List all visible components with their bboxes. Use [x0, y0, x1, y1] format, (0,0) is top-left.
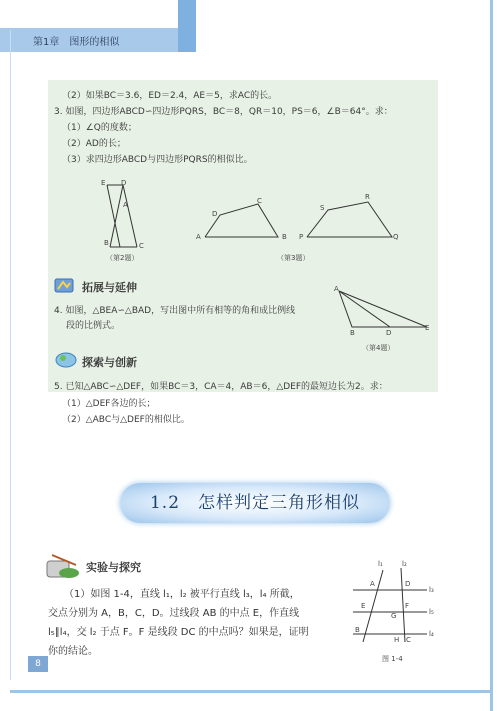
fig4-label-E: E	[425, 324, 430, 332]
fig3-label-C: C	[257, 197, 262, 205]
page-left-rule	[10, 30, 11, 680]
para-line4: 你的结论。	[48, 646, 98, 657]
fig14-label-B: B	[355, 626, 360, 634]
fig4-label-D: D	[386, 329, 392, 337]
q4-line2: 段的比例式。	[66, 321, 121, 331]
fig4-caption: （第4题）	[362, 344, 395, 352]
fig14-label-D: D	[405, 580, 411, 588]
fig14-label-F: F	[405, 602, 410, 610]
extension-icon	[54, 276, 76, 294]
fig14-caption: 图 1-4	[382, 655, 403, 663]
page-number: 8	[28, 656, 48, 672]
fig14-label-H: H	[394, 636, 400, 644]
experiment-icon	[44, 551, 82, 581]
fig14-label-G: G	[391, 612, 397, 620]
explore-title: 探索与创新	[82, 356, 137, 369]
fig2-label-E: E	[101, 179, 106, 187]
fig2-label-B: B	[104, 239, 109, 247]
para-line2: 交点分别为 A，B，C，D。过线段 AB 的中点 E，作直线	[48, 608, 300, 619]
fig14-label-l1: l₁	[378, 560, 383, 568]
explore-icon	[54, 350, 78, 368]
fig3-label-S: S	[320, 204, 325, 212]
fig3-label-B: B	[282, 233, 287, 241]
page-right-border	[490, 0, 493, 711]
fig14-label-l2: l₂	[402, 560, 407, 568]
page-bottom-border	[10, 690, 493, 693]
experiment-title: 实验与探究	[86, 561, 141, 574]
fig14-label-l5: l₅	[429, 608, 434, 616]
extension-title: 拓展与延伸	[82, 281, 137, 294]
fig14-label-l3: l₃	[429, 586, 434, 594]
q3-part3: （3）求四边形ABCD与四边形PQRS的相似比。	[62, 155, 253, 165]
chapter-header-tab	[178, 0, 196, 52]
chapter-title: 第1章 图形的相似	[33, 37, 120, 48]
fig3-label-A: A	[196, 233, 201, 241]
section-banner	[120, 483, 390, 523]
figure-1-4	[345, 560, 435, 650]
q4-line1: 4. 如图，△BEA∽△BAD，写出图中所有相等的角和成比例线	[54, 306, 296, 316]
fig4-label-B: B	[350, 329, 355, 337]
section-title: 1.2 怎样判定三角形相似	[149, 493, 361, 513]
fig14-label-A: A	[370, 580, 375, 588]
fig2-label-C: C	[139, 242, 144, 250]
fig3-label-Q: Q	[393, 233, 399, 241]
q3-intro: 3. 如图，四边形ABCD∽四边形PQRS，BC＝8，QR＝10，PS＝6，∠B＝64°。求：	[54, 107, 393, 117]
fig14-label-E: E	[361, 602, 366, 610]
fig3-label-P: P	[299, 233, 304, 241]
fig2-caption: （第2题）	[106, 254, 139, 262]
fig4-label-A: A	[334, 285, 339, 293]
q2-part2: （2）如果BC＝3.6，ED＝2.4，AE＝5，求AC的长。	[62, 91, 278, 101]
q3-part1: （1）∠Q的度数；	[62, 123, 137, 133]
fig14-label-C: C	[406, 636, 411, 644]
figure-3	[200, 195, 410, 245]
fig14-label-l4: l₄	[429, 630, 434, 638]
para-line3: l₅∥l₄，交 l₂ 于点 F。F 是线段 DC 的中点吗？如果是，证明	[48, 627, 309, 638]
q3-part2: （2）AD的长；	[62, 139, 126, 149]
fig2-label-A: A	[123, 201, 128, 209]
q5-intro: 5. 已知△ABC∽△DEF，如果BC＝3，CA＝4，AB＝6，△DEF的最短边长为2。求：	[54, 382, 388, 392]
figure-4	[335, 285, 435, 335]
q5-part2: （2）△ABC与△DEF的相似比。	[62, 415, 190, 425]
fig3-label-D: D	[212, 210, 218, 218]
fig2-label-D: D	[121, 179, 127, 187]
para-line1: （1）如图 1-4，直线 l₁，l₂ 被平行直线 l₃，l₄ 所截，	[64, 589, 300, 600]
fig3-caption: （第3题）	[277, 254, 310, 262]
q5-part1: （1）△DEF各边的长；	[62, 399, 156, 409]
fig3-label-R: R	[365, 193, 370, 201]
